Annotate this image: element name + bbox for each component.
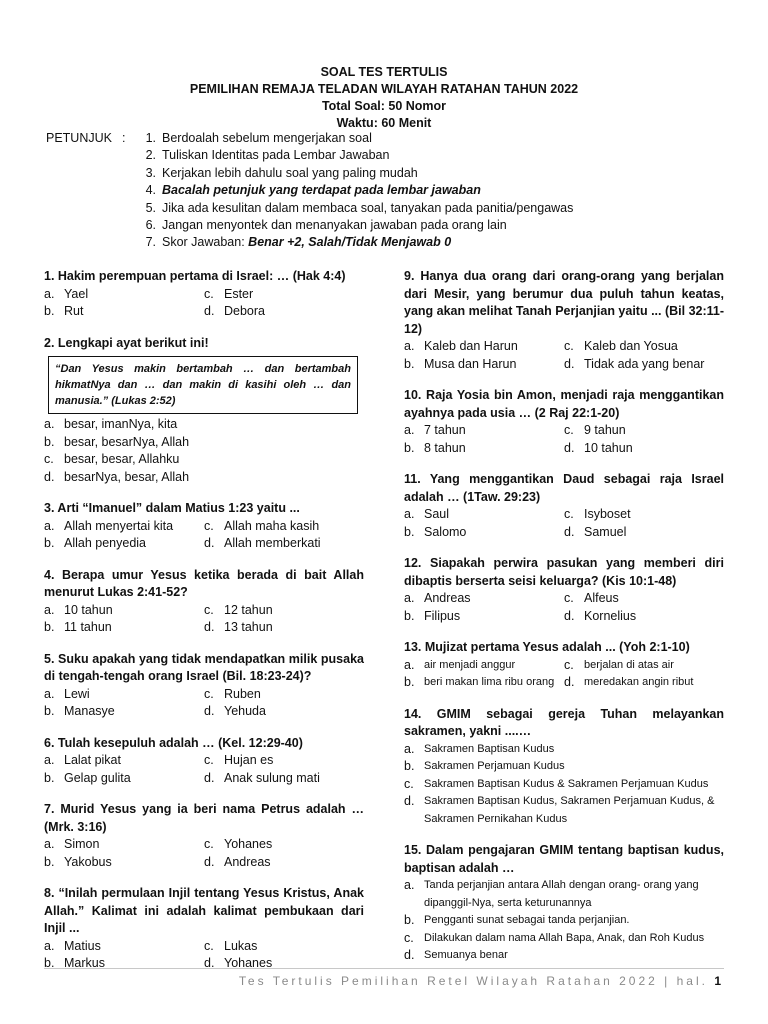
instruction-text: Kerjakan lebih dahulu soal yang paling mudah	[162, 165, 418, 180]
option-letter: a.	[404, 591, 415, 605]
option-letter: d.	[564, 356, 575, 371]
answer-option	[44, 518, 204, 536]
answer-option	[404, 440, 564, 458]
option-text: Yohanes	[224, 956, 273, 970]
question-text: 9. Hanya dua orang dari orang-orang yang berjalan dari Mesir, yang berumur dua puluh tahun keatas, yang akan melihat Tanah Perjanjian yaitu ... (Bil 32:11-12)	[404, 269, 725, 336]
instruction-number: 7.	[145, 235, 156, 250]
option-letter: b.	[404, 524, 415, 539]
question-block	[44, 735, 364, 788]
option-text: Markus	[64, 956, 105, 970]
instruction-text: Berdoalah sebelum mengerjakan soal	[162, 131, 372, 145]
answer-option	[404, 877, 724, 912]
option-text: 9 tahun	[584, 423, 626, 437]
instructions-label: PETUNJUK	[46, 131, 112, 145]
question-block	[404, 706, 724, 829]
question-text: 3. Arti “Imanuel” dalam Matius 1:23 yaitu ...	[44, 501, 300, 515]
question-block	[44, 801, 364, 871]
option-letter: a.	[404, 741, 415, 756]
option-text: Andreas	[224, 854, 271, 869]
option-letter: a.	[404, 339, 415, 353]
answer-option	[404, 524, 564, 542]
document-header	[0, 64, 768, 132]
option-letter: c.	[564, 657, 574, 672]
option-text: Musa dan Harun	[424, 356, 517, 371]
answer-option	[204, 286, 364, 304]
option-letter: a.	[404, 507, 415, 521]
option-letter: b.	[404, 759, 415, 773]
answer-option	[404, 422, 564, 440]
option-text: Gelap gulita	[64, 770, 131, 785]
answer-option	[204, 938, 364, 956]
answer-option	[404, 930, 724, 948]
option-text: meredakan angin ribut	[584, 676, 694, 688]
answer-option	[204, 518, 364, 536]
question-block	[44, 500, 364, 553]
answer-option	[404, 947, 724, 965]
option-letter: b.	[44, 956, 55, 970]
option-letter: b.	[44, 704, 55, 718]
instruction-number: 3.	[145, 165, 156, 180]
question-text: 13. Mujizat pertama Yesus adalah ... (Yoh 2:1-10)	[404, 640, 690, 654]
option-text: Lewi	[64, 686, 90, 701]
answer-option	[44, 955, 204, 973]
question-text: 8. “Inilah permulaan Injil tentang Yesus Kristus, Anak Allah.” Kalimat ini adalah kalimat pembukaan dari Injil ...	[44, 886, 364, 935]
answer-option	[564, 506, 724, 524]
answer-options	[404, 422, 724, 457]
instruction-text: Jika ada kesulitan dalam membaca soal, tanyakan pada panitia/pengawas	[162, 200, 574, 215]
answer-option	[204, 686, 364, 704]
option-letter: a.	[44, 938, 55, 953]
answer-option	[404, 912, 724, 930]
option-text: Sakramen Perjamuan Kudus	[424, 760, 565, 772]
option-letter: b.	[44, 304, 55, 318]
option-text: Kornelius	[584, 608, 637, 623]
option-letter: c.	[44, 452, 54, 466]
answer-option	[44, 469, 364, 487]
option-letter: d.	[204, 854, 215, 869]
question-text: 1. Hakim perempuan pertama di Israel: … (Hak 4:4)	[44, 269, 346, 283]
answer-option	[564, 422, 724, 440]
option-text: Kaleb dan Harun	[424, 339, 518, 353]
instructions-colon: :	[122, 131, 126, 145]
option-text: Salomo	[424, 524, 467, 539]
question-text: 5. Suku apakah yang tidak mendapatkan milik pusaka di tengah-tengah orang Israel (Bil. 18:23-24)?	[44, 651, 364, 683]
option-text: Pengganti sunat sebagai tanda perjanjian.	[424, 914, 630, 926]
answer-options	[404, 877, 724, 965]
question-column-left	[44, 268, 364, 987]
answer-option	[204, 752, 364, 770]
option-letter: c.	[404, 930, 414, 945]
option-text: Ruben	[224, 686, 261, 701]
answer-option	[404, 674, 564, 692]
option-text: 10 tahun	[64, 602, 113, 617]
option-letter: a.	[44, 518, 55, 533]
option-text: Kaleb dan Yosua	[584, 339, 678, 353]
option-text: beri makan lima ribu orang	[424, 676, 555, 688]
answer-options	[44, 602, 364, 637]
option-letter: a.	[44, 837, 55, 851]
answer-option	[44, 854, 204, 872]
question-text: 7. Murid Yesus yang ia beri nama Petrus adalah … (Mrk. 3:16)	[44, 802, 364, 834]
option-text: Sakramen Baptisan Kudus	[424, 742, 555, 755]
option-letter: b.	[44, 620, 55, 634]
option-text: besar, besarNya, Allah	[64, 434, 190, 449]
option-letter: d.	[204, 620, 215, 634]
option-text: Yehuda	[224, 704, 266, 718]
question-block	[44, 885, 364, 973]
score-label: Skor Jawaban:	[162, 235, 249, 250]
instruction-row	[46, 182, 726, 199]
question-text: 14. GMIM sebagai gereja Tuhan melayankan sakramen, yakni ....…	[404, 706, 724, 738]
answer-option	[204, 303, 364, 321]
answer-options	[44, 518, 364, 553]
option-letter: a.	[404, 423, 415, 437]
option-letter: b.	[44, 536, 55, 550]
answer-option	[404, 793, 724, 828]
option-text: Tanda perjanjian antara Allah dengan orang- orang yang dipanggil-Nya, serta keturunannya	[424, 879, 699, 909]
footer-divider	[44, 968, 724, 969]
answer-options	[44, 286, 364, 321]
answer-option	[404, 758, 724, 776]
option-letter: c.	[204, 686, 214, 701]
answer-option	[204, 836, 364, 854]
option-text: 13 tahun	[224, 620, 273, 634]
option-text: Tidak ada yang benar	[584, 356, 705, 371]
answer-option	[404, 608, 564, 626]
answer-option	[404, 590, 564, 608]
option-letter: c.	[564, 591, 574, 605]
option-letter: d.	[44, 469, 55, 484]
option-text: Manasye	[64, 704, 115, 718]
option-letter: d.	[204, 770, 215, 785]
option-letter: d.	[404, 794, 415, 808]
option-text: besarNya, besar, Allah	[64, 469, 190, 484]
option-text: Allah memberkati	[224, 536, 321, 550]
option-text: besar, besar, Allahku	[64, 452, 180, 466]
option-text: Lukas	[224, 938, 258, 953]
instruction-number: 2.	[145, 148, 156, 163]
answer-option	[204, 955, 364, 973]
answer-option	[564, 590, 724, 608]
option-letter: a.	[404, 878, 415, 892]
question-block	[404, 387, 724, 457]
title: SOAL TES TERTULIS	[320, 65, 448, 79]
option-text: Lalat pikat	[64, 753, 121, 767]
question-column-right	[404, 268, 724, 979]
answer-option	[44, 451, 364, 469]
option-letter: d.	[204, 956, 215, 970]
option-letter: c.	[204, 938, 214, 953]
answer-options	[44, 416, 364, 486]
answer-option	[204, 854, 364, 872]
instruction-number: 1.	[145, 131, 156, 145]
instruction-row	[46, 130, 726, 147]
answer-option	[44, 770, 204, 788]
answer-option	[44, 303, 204, 321]
option-text: Yael	[64, 286, 89, 301]
option-text: Rut	[64, 304, 84, 318]
option-text: Yakobus	[64, 854, 112, 869]
answer-option	[404, 356, 564, 374]
question-text: 15. Dalam pengajaran GMIM tentang baptisan kudus, baptisan adalah …	[404, 843, 724, 875]
option-text: Allah menyertai kita	[64, 518, 174, 533]
answer-options	[404, 338, 724, 373]
instruction-row	[46, 234, 726, 251]
option-letter: d.	[204, 304, 215, 318]
instruction-row	[46, 217, 726, 234]
option-letter: d.	[564, 608, 575, 623]
answer-options	[404, 506, 724, 541]
option-text: besar, imanNya, kita	[64, 417, 178, 431]
answer-option	[44, 752, 204, 770]
option-text: Saul	[424, 507, 450, 521]
option-text: 10 tahun	[584, 440, 633, 455]
option-letter: a.	[44, 602, 55, 617]
answer-option	[564, 608, 724, 626]
time-limit: Waktu: 60 Menit	[336, 116, 432, 130]
option-text: Sakramen Baptisan Kudus & Sakramen Perjamuan Kudus	[424, 777, 709, 790]
instruction-number: 6.	[145, 218, 156, 233]
question-block	[404, 555, 724, 625]
option-letter: c.	[564, 507, 574, 521]
option-letter: a.	[44, 286, 55, 301]
instruction-row	[46, 147, 726, 164]
answer-option	[204, 619, 364, 637]
answer-option	[404, 657, 564, 675]
instruction-row	[46, 200, 726, 217]
answer-option	[44, 703, 204, 721]
page-footer	[239, 974, 724, 988]
option-letter: c.	[204, 518, 214, 533]
option-text: Allah penyedia	[64, 536, 147, 550]
option-text: berjalan di atas air	[584, 658, 674, 671]
question-block	[44, 651, 364, 721]
answer-option	[44, 836, 204, 854]
question-text: 12. Siapakah perwira pasukan yang memberi diri dibaptis berserta seisi keluarga? (Kis 10:1-48)	[404, 556, 724, 588]
instruction-text: Jangan menyontek dan menanyakan jawaban pada orang lain	[162, 218, 507, 233]
option-text: 11 tahun	[64, 620, 112, 634]
option-letter: a.	[44, 686, 55, 701]
question-block	[44, 268, 364, 321]
option-text: Ester	[224, 286, 254, 301]
option-text: 12 tahun	[224, 602, 273, 617]
answer-option	[44, 938, 204, 956]
option-letter: b.	[44, 770, 55, 785]
answer-option	[44, 416, 364, 434]
option-text: Filipus	[424, 608, 461, 623]
subtitle: PEMILIHAN REMAJA TELADAN WILAYAH RATAHAN TAHUN 2022	[189, 82, 579, 96]
answer-option	[204, 703, 364, 721]
answer-option	[564, 524, 724, 542]
answer-option	[44, 602, 204, 620]
option-text: Allah maha kasih	[224, 518, 320, 533]
question-block	[404, 842, 724, 965]
option-text: Samuel	[584, 524, 627, 539]
option-text: Isyboset	[584, 507, 631, 521]
answer-option	[564, 674, 724, 692]
answer-option	[404, 776, 724, 794]
option-letter: d.	[204, 704, 215, 718]
answer-option	[404, 338, 564, 356]
question-text: 10. Raja Yosia bin Amon, menjadi raja menggantikan ayahnya pada usia … (2 Raj 22:1-20)	[404, 388, 724, 420]
score-values: Benar +2, Salah/Tidak Menjawab 0	[248, 235, 452, 250]
option-letter: c.	[204, 286, 214, 301]
option-letter: b.	[404, 356, 415, 371]
instruction-text: Tuliskan Identitas pada Lembar Jawaban	[162, 148, 390, 163]
option-text: Alfeus	[584, 591, 619, 605]
question-block	[44, 567, 364, 637]
answer-options	[404, 590, 724, 625]
option-letter: c.	[204, 602, 214, 617]
option-letter: d.	[204, 536, 215, 550]
option-letter: c.	[404, 776, 414, 791]
option-letter: a.	[404, 657, 415, 672]
answer-option	[44, 286, 204, 304]
option-text: Andreas	[424, 591, 471, 605]
answer-option	[44, 619, 204, 637]
option-letter: c.	[204, 837, 214, 851]
option-text: Yohanes	[224, 837, 273, 851]
option-letter: b.	[404, 440, 415, 455]
answer-option	[564, 657, 724, 675]
verse-box: “Dan Yesus makin bertambah … dan bertambah hikmatNya dan … dan makin di kasihi oleh … dan manusia.” (Lukas 2:52)	[48, 356, 358, 414]
total-questions: Total Soal: 50 Nomor	[321, 99, 447, 113]
instruction-text	[162, 234, 726, 251]
answer-option	[404, 506, 564, 524]
question-text: 2. Lengkapi ayat berikut ini!	[44, 335, 209, 350]
option-letter: a.	[44, 753, 55, 767]
option-text: 7 tahun	[424, 423, 466, 437]
instruction-number: 4.	[145, 183, 156, 198]
option-text: Hujan es	[224, 753, 274, 767]
instruction-text: Bacalah petunjuk yang terdapat pada lembar jawaban	[162, 183, 481, 198]
option-letter: a.	[44, 417, 55, 431]
answer-option	[44, 686, 204, 704]
answer-option	[564, 356, 724, 374]
question-block	[404, 471, 724, 541]
option-text: Anak sulung mati	[224, 770, 320, 785]
answer-option	[44, 535, 204, 553]
question-text: 4. Berapa umur Yesus ketika berada di bait Allah menurut Lukas 2:41-52?	[44, 567, 364, 599]
option-text: Simon	[64, 837, 100, 851]
option-letter: b.	[44, 434, 55, 449]
answer-option	[404, 741, 724, 759]
option-letter: d.	[404, 948, 415, 962]
option-letter: c.	[204, 753, 214, 767]
instruction-row	[46, 165, 726, 182]
question-block	[404, 268, 724, 373]
option-text: Semuanya benar	[424, 949, 508, 961]
answer-options	[404, 741, 724, 829]
option-letter: d.	[564, 524, 575, 539]
answer-option	[44, 434, 364, 452]
question-block	[404, 639, 724, 692]
page-number: 1	[714, 974, 724, 988]
footer-text: Tes Tertulis Pemilihan Retel Wilayah Ratahan 2022 | hal.	[238, 974, 708, 988]
question-text: 11. Yang menggantikan Daud sebagai raja Israel adalah … (1Taw. 29:23)	[404, 472, 724, 504]
answer-options	[44, 686, 364, 721]
question-block	[44, 335, 364, 487]
option-letter: b.	[404, 913, 415, 927]
option-letter: d.	[564, 440, 575, 455]
option-letter: b.	[404, 608, 415, 623]
option-text: 8 tahun	[424, 440, 466, 455]
option-text: Dilakukan dalam nama Allah Bapa, Anak, dan Roh Kudus	[424, 931, 705, 944]
option-letter: c.	[564, 339, 574, 353]
answer-options	[404, 657, 724, 692]
option-text: Matius	[64, 938, 101, 953]
option-text: Sakramen Baptisan Kudus, Sakramen Perjamuan Kudus, & Sakramen Pernikahan Kudus	[424, 795, 715, 825]
answer-option	[204, 602, 364, 620]
option-letter: b.	[404, 675, 415, 689]
option-text: air menjadi anggur	[424, 658, 516, 671]
answer-options	[44, 752, 364, 787]
answer-options	[44, 836, 364, 871]
answer-option	[204, 535, 364, 553]
option-letter: d.	[564, 675, 575, 689]
option-letter: c.	[564, 423, 574, 437]
answer-option	[204, 770, 364, 788]
answer-option	[564, 440, 724, 458]
answer-option	[564, 338, 724, 356]
instruction-number: 5.	[145, 200, 156, 215]
option-text: Debora	[224, 304, 265, 318]
instructions	[46, 130, 726, 252]
question-text: 6. Tulah kesepuluh adalah … (Kel. 12:29-40)	[44, 735, 303, 750]
option-letter: b.	[44, 854, 55, 869]
